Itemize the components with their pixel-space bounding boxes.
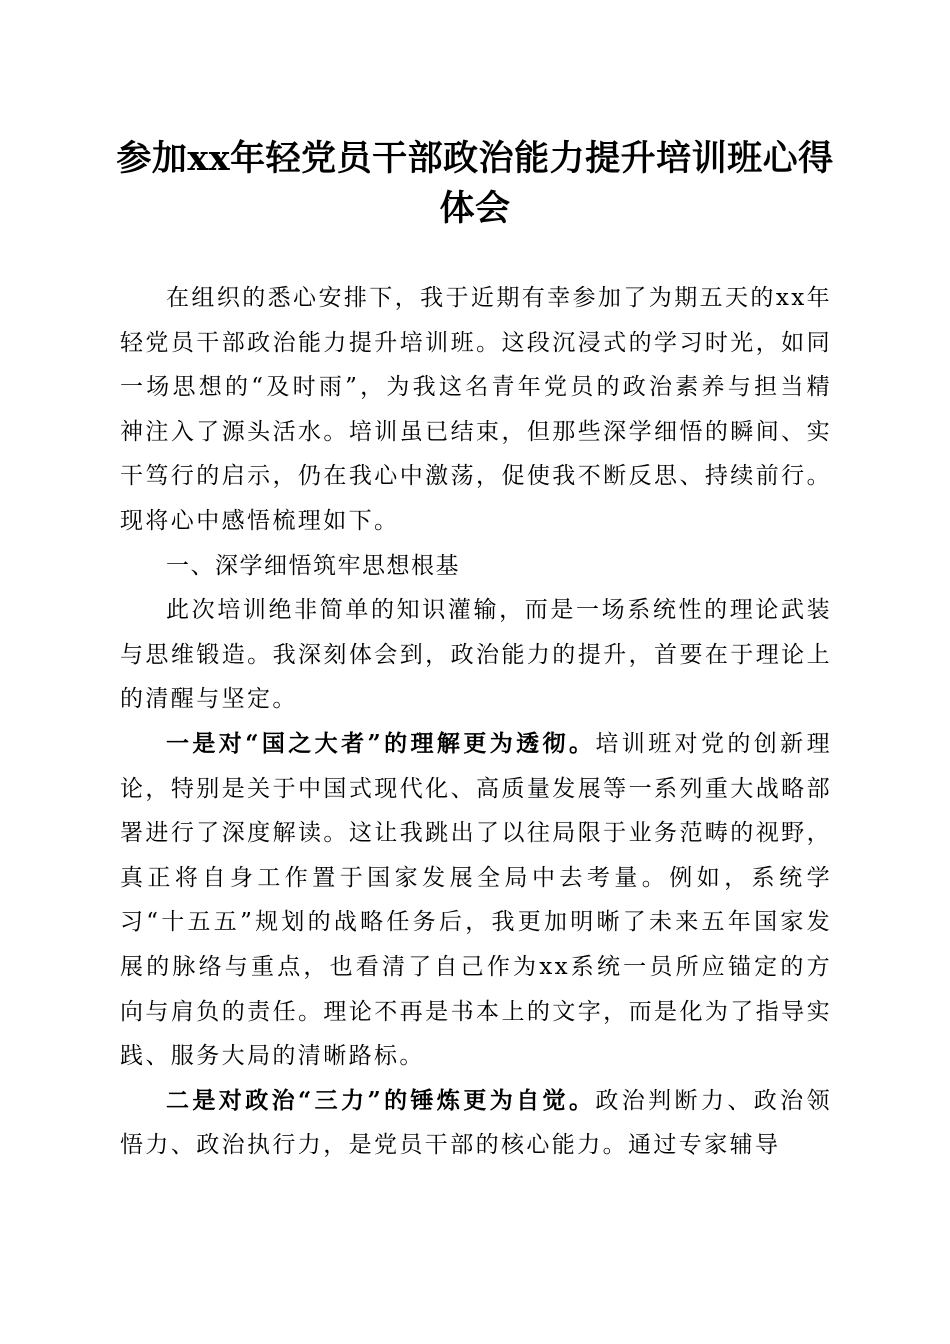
point1-paragraph bbox=[120, 722, 832, 1079]
section-heading-1: 一、深学细悟筑牢思想根基 bbox=[166, 552, 460, 579]
point1-body: 培训班对党的创新理论，特别是关于中国式现代化、高质量发展等一系列重大战略部署进行了深度解读。这让我跳出了以往局限于业务范畴的视野，真正将自身工作置于国家发展全局中去考量。例如，系统学习“十五五”规划的战略任务后，我更加明晰了未来五年国家发展的脉络与重点，也看清了自己作为xx系统一员所应锚定的方向与肩负的责任。理论不再是书本上的文字，而是化为了指导实践、服务大局的清晰路标。 bbox=[120, 730, 832, 1070]
point2-body: 政治判断力、政治领悟力、政治执行力，是党员干部的核心能力。通过专家辅导 bbox=[120, 1087, 832, 1159]
point2-paragraph bbox=[120, 1079, 832, 1168]
section1-intro-paragraph: 此次培训绝非简单的知识灌输，而是一场系统性的理论武装与思维锻造。我深刻体会到，政治能力的提升，首要在于理论上的清醒与坚定。 bbox=[120, 597, 832, 713]
point2-lead: 二是对政治“三力”的锤炼更为自觉。 bbox=[166, 1086, 596, 1114]
document-body bbox=[120, 276, 832, 1168]
intro-paragraph: 在组织的悉心安排下，我于近期有幸参加了为期五天的xx年轻党员干部政治能力提升培训班。这段沉浸式的学习时光，如同一场思想的“及时雨”，为我这名青年党员的政治素养与担当精神注入了源头活水。培训虽已结束，但那些深学细悟的瞬间、实干笃行的启示，仍在我心中激荡，促使我不断反思、持续前行。现将心中感悟梳理如下。 bbox=[120, 285, 832, 534]
point1-lead: 一是对“国之大者”的理解更为透彻。 bbox=[166, 729, 596, 757]
document-title: 参加xx年轻党员干部政治能力提升培训班心得体会 bbox=[116, 138, 834, 229]
